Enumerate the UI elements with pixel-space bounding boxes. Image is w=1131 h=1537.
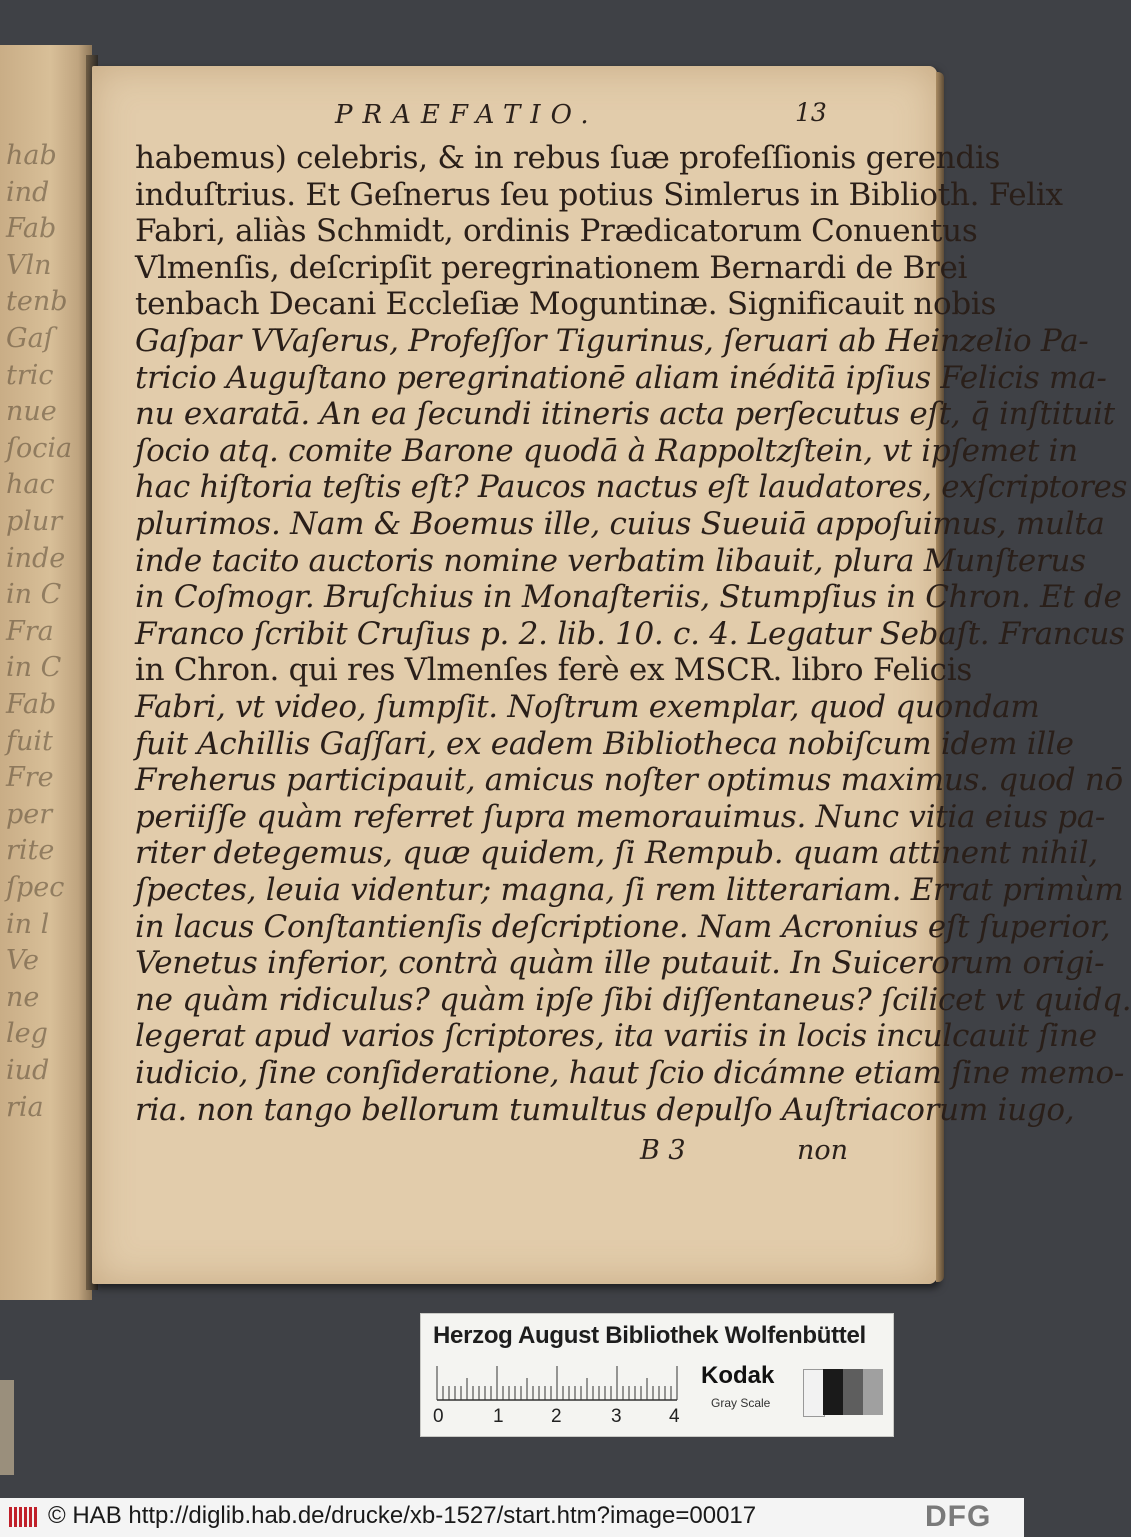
- gray-swatch: [823, 1369, 843, 1415]
- text-line: ne quàm ridiculus? quàm ipſe ſibi diſſentaneus? ſcilicet vt quidq.: [135, 981, 1131, 1018]
- text-line: periiſſe quàm referret ſupra memorauimus. Nunc vitia eius pa-: [135, 798, 1106, 835]
- left-page-fragment: Fab: [6, 689, 57, 720]
- hab-logo-icon: [8, 1504, 38, 1530]
- text-line: habemus) celebris, & in rebus ſuæ profeſſionis gerendis: [135, 140, 1001, 176]
- color-calibration-card: [420, 1313, 894, 1437]
- left-page-fragment: ſocia: [6, 432, 73, 464]
- left-page-fragment: Fre: [6, 762, 54, 794]
- signature-mark: B 3: [640, 1135, 686, 1166]
- left-page-fragment: inde: [6, 542, 66, 574]
- catchword: non: [797, 1135, 849, 1166]
- left-page-fragment: Gaſ: [6, 323, 54, 354]
- text-line: Franco ſcribit Cruſius p. 2. lib. 10. c. 4. Legatur Sebaſt. Francus: [135, 615, 1125, 652]
- ruler-number: 0: [433, 1406, 444, 1427]
- gray-swatch: [863, 1369, 883, 1415]
- left-page-fragment: Fra: [6, 615, 54, 647]
- left-page-fragment: in C: [6, 652, 62, 684]
- text-line: inde tacito auctoris nomine verbatim libauit, plura Munſterus: [135, 542, 1086, 579]
- footer-bar: [0, 1498, 1024, 1537]
- left-page-fragment: ind: [6, 176, 50, 208]
- text-line: plurimos. Nam & Boemus ille, cuius Sueuiā appoſuimus, multa: [135, 506, 1105, 542]
- text-line: tricio Auguſtano peregrinationē aliam inéditā ipſius Felicis ma-: [135, 359, 1107, 396]
- text-line: Fabri, vt video, ſumpſit. Noſtrum exemplar, quod quondam: [135, 689, 1040, 725]
- text-line: hac hiſtoria teſtis eſt? Paucos nactus eſt laudatores, exſcriptores: [135, 469, 1128, 506]
- left-page-fragment: leg: [6, 1018, 48, 1050]
- side-tab: [0, 1380, 14, 1475]
- kodak-logo: Kodak: [701, 1362, 775, 1389]
- left-page-fragment: in C: [6, 579, 62, 611]
- left-page-edge: [0, 45, 92, 1300]
- text-line: in lacus Conſtantienſis deſcriptione. Nam Acronius eſt ſuperior,: [135, 908, 1111, 945]
- page-number: 13: [795, 98, 827, 127]
- text-line: ria. non tango bellorum tumultus depulſo Auſtriacorum iugo,: [135, 1091, 1075, 1128]
- left-page-fragment: hab: [6, 140, 57, 171]
- left-page-fragment: ne: [6, 981, 40, 1013]
- left-page-fragment: Ve: [6, 945, 39, 977]
- text-line: ſocio atq. comite Barone quodā à Rappoltzſtein, vt ipſemet in: [135, 432, 1078, 469]
- left-page-fragment: Vln: [6, 249, 52, 281]
- source-url[interactable]: © HAB http://diglib.hab.de/drucke/xb-1527/start.htm?image=00017: [48, 1502, 757, 1529]
- text-line: ſpectes, leuia videntur; magna, ſi rem litterariam. Errat primùm: [135, 872, 1124, 908]
- left-page-fragment: in l: [6, 908, 50, 940]
- ruler-number: 2: [551, 1406, 562, 1427]
- text-line: induſtrius. Et Geſnerus ſeu potius Simlerus in Biblioth. Felix: [135, 176, 1063, 213]
- ruler-number: 4: [669, 1406, 680, 1427]
- text-line: Fabri, aliàs Schmidt, ordinis Prædicatorum Conuentus: [135, 213, 978, 250]
- left-page-fragment: nue: [6, 396, 57, 428]
- left-page-fragment: ria: [6, 1091, 44, 1123]
- text-line: in Coſmogr. Bruſchius in Monaſteriis, Stumpſius in Chron. Et de: [135, 579, 1122, 616]
- gray-swatch: [843, 1369, 863, 1415]
- left-page-fragment: Fab: [6, 213, 57, 245]
- ruler-number: 1: [493, 1406, 504, 1427]
- running-header: PRAEFATIO.: [335, 100, 599, 130]
- dfg-logo: DFG: [925, 1500, 992, 1533]
- text-line: legerat apud varios ſcriptores, ita variis in locis inculcauit ſine: [135, 1018, 1097, 1055]
- text-line: in Chron. qui res Vlmenſes ferè ex MSCR. libro Felicis: [135, 652, 972, 689]
- text-line: Freherus participauit, amicus noſter optimus maximus. quod nō: [135, 762, 1123, 799]
- left-page-fragment: hac: [6, 469, 55, 501]
- library-label: Herzog August Bibliothek Wolfenbüttel: [433, 1322, 866, 1349]
- left-page-fragment: per: [6, 798, 53, 830]
- text-line: Venetus inferior, contrà quàm ille putauit. In Suicerorum origi-: [135, 945, 1105, 982]
- text-line: tenbach Decani Eccleſiæ Moguntinæ. Significauit nobis: [135, 286, 997, 323]
- text-line: iudicio, ſine conſideratione, haut ſcio dicámne etiam ſine memo-: [135, 1055, 1124, 1091]
- left-page-fragment: ſpec: [6, 872, 65, 903]
- left-page-fragment: plur: [6, 506, 63, 537]
- left-page-fragment: tric: [6, 359, 54, 391]
- left-page-fragment: tenb: [6, 286, 68, 318]
- left-page-fragment: rite: [6, 835, 55, 867]
- left-page-fragment: iud: [6, 1055, 50, 1086]
- text-line: riter detegemus, quæ quidem, ſi Rempub. quam attinent nihil,: [135, 835, 1098, 872]
- text-line: nu exaratā. An ea ſecundi itineris acta perſecutus eſt, q̄ inſtituit: [135, 396, 1115, 433]
- text-line: Vlmenſis, deſcripſit peregrinationem Bernardi de Brei: [135, 249, 968, 286]
- ruler-scale: [435, 1362, 685, 1402]
- left-page-fragment: fuit: [6, 725, 53, 757]
- gray-swatch: [803, 1369, 825, 1417]
- text-line: Gaſpar VVaſerus, Profeſſor Tigurinus, ſeruari ab Heinzelio Pa-: [135, 323, 1089, 359]
- gray-scale-label: Gray Scale: [711, 1396, 771, 1410]
- text-line: fuit Achillis Gaſſari, ex eadem Bibliotheca nobiſcum idem ille: [135, 725, 1074, 762]
- ruler-number: 3: [611, 1406, 622, 1427]
